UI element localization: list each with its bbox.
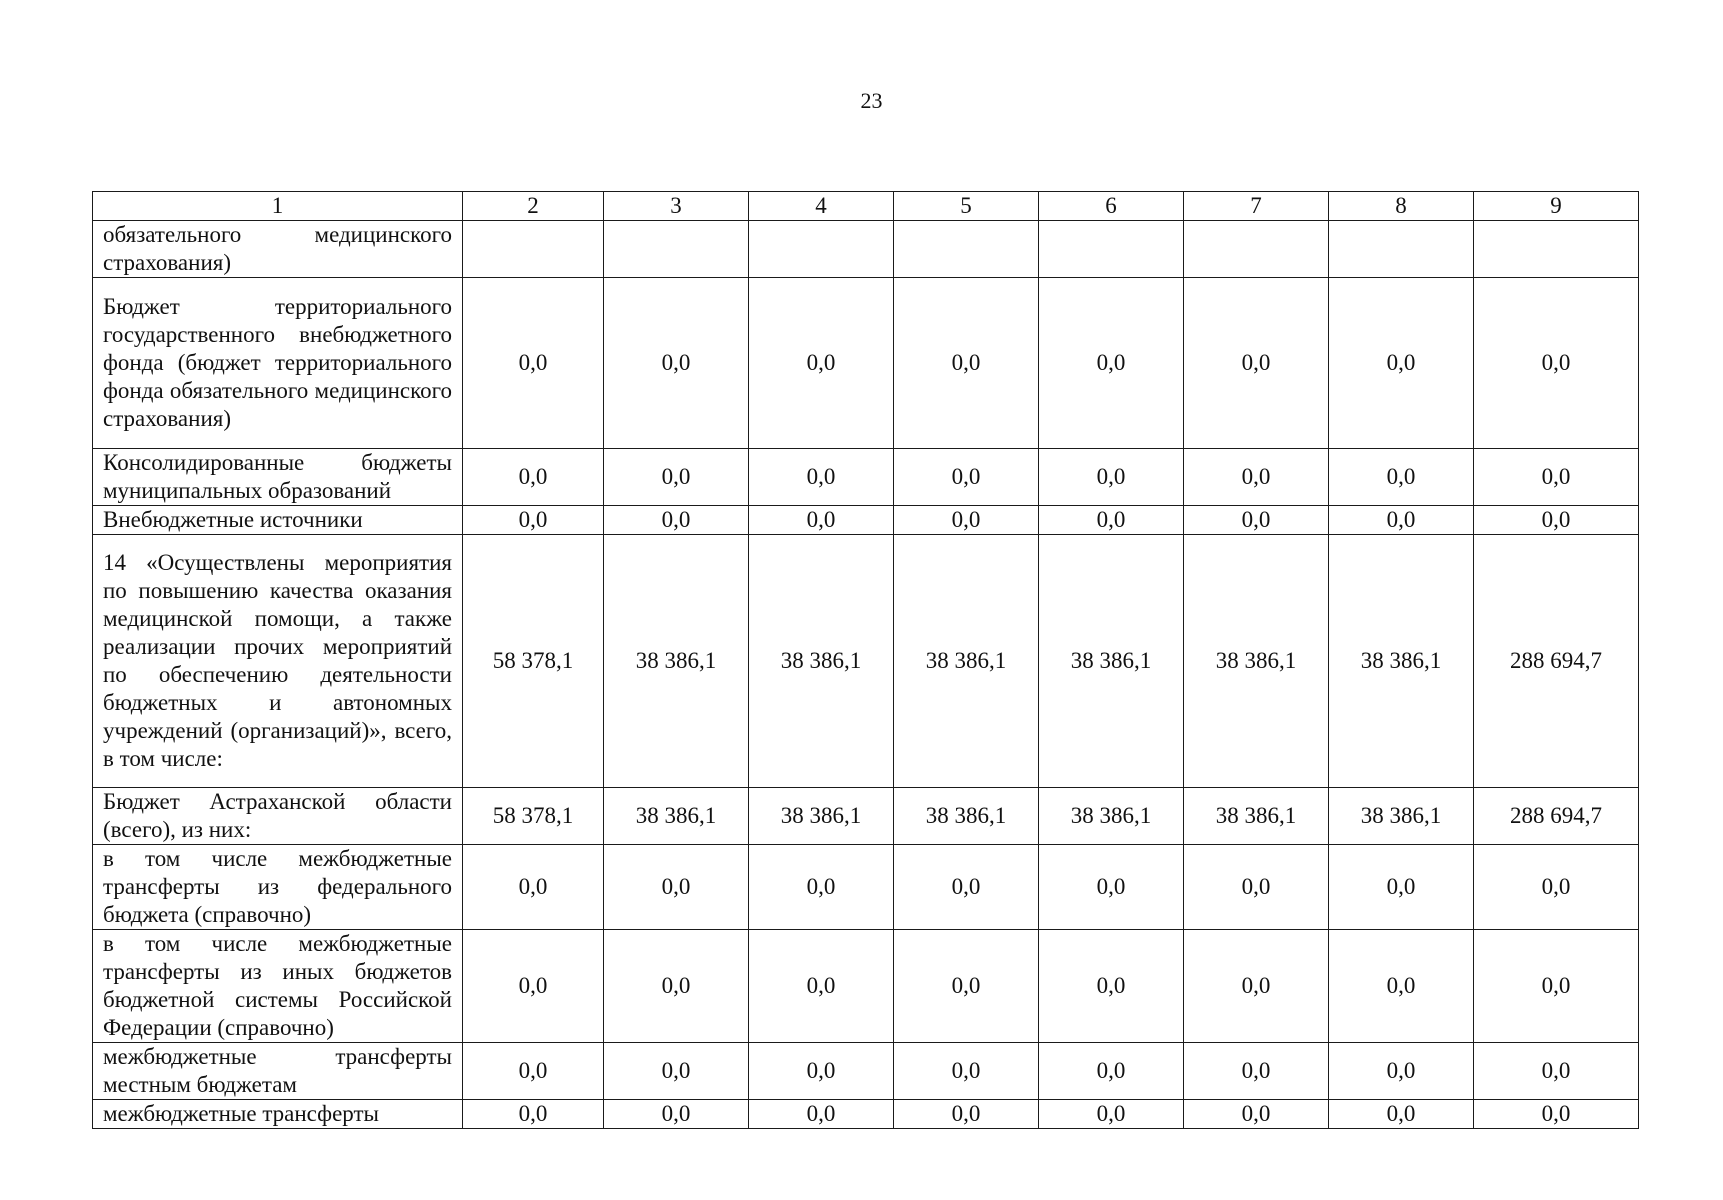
table-cell: 0,0 (1039, 449, 1184, 506)
table-cell: 0,0 (604, 930, 749, 1043)
table-cell (894, 221, 1039, 278)
table-cell: 38 386,1 (894, 535, 1039, 788)
table-row (93, 1100, 1639, 1129)
table-cell: 0,0 (1184, 1043, 1329, 1100)
column-header: 8 (1329, 192, 1474, 221)
column-header: 1 (93, 192, 463, 221)
table-cell: 38 386,1 (749, 788, 894, 845)
table-cell: 0,0 (1184, 1100, 1329, 1129)
table-row (93, 845, 1639, 930)
table-row (93, 930, 1639, 1043)
table-cell: 0,0 (463, 1100, 604, 1129)
table-cell: 0,0 (1329, 930, 1474, 1043)
table-cell: 38 386,1 (894, 788, 1039, 845)
table-cell: 288 694,7 (1474, 535, 1639, 788)
table-cell: 0,0 (749, 1100, 894, 1129)
table-cell: 0,0 (1039, 1043, 1184, 1100)
row-label: межбюджетные трансферты (93, 1100, 463, 1129)
column-header: 3 (604, 192, 749, 221)
table-cell: 0,0 (749, 1043, 894, 1100)
table-cell (604, 221, 749, 278)
table-cell: 38 386,1 (1039, 535, 1184, 788)
table-cell: 0,0 (1329, 506, 1474, 535)
table-cell: 0,0 (1474, 1043, 1639, 1100)
row-label: Консолидированные бюджеты муниципальных образований (93, 449, 463, 506)
table-cell: 0,0 (1039, 506, 1184, 535)
table-cell: 0,0 (604, 1100, 749, 1129)
budget-table (92, 191, 1639, 1129)
table-cell: 0,0 (463, 845, 604, 930)
table-cell: 0,0 (463, 506, 604, 535)
table-cell: 0,0 (1329, 1043, 1474, 1100)
table-cell: 0,0 (1039, 1100, 1184, 1129)
table-cell: 38 386,1 (749, 535, 894, 788)
table-cell: 58 378,1 (463, 788, 604, 845)
table-row (93, 788, 1639, 845)
table-row (93, 535, 1639, 788)
table-cell: 38 386,1 (604, 535, 749, 788)
table-cell: 0,0 (749, 449, 894, 506)
table-cell: 38 386,1 (604, 788, 749, 845)
table-cell: 0,0 (1329, 278, 1474, 449)
table-cell: 0,0 (894, 845, 1039, 930)
table-cell: 0,0 (894, 278, 1039, 449)
table-cell (749, 221, 894, 278)
table-cell: 0,0 (1329, 1100, 1474, 1129)
column-header: 5 (894, 192, 1039, 221)
table-cell (1184, 221, 1329, 278)
table-row (93, 506, 1639, 535)
table-cell: 58 378,1 (463, 535, 604, 788)
table-cell: 38 386,1 (1184, 788, 1329, 845)
table-cell: 0,0 (1474, 506, 1639, 535)
table-cell: 0,0 (1474, 278, 1639, 449)
table-row (93, 278, 1639, 449)
table-cell: 38 386,1 (1329, 788, 1474, 845)
column-header: 7 (1184, 192, 1329, 221)
row-label: Бюджет территориального государственного внебюджетного фонда (бюджет территориального фонда обязательного медицинского страхования) (93, 278, 463, 449)
table-cell (463, 221, 604, 278)
table-cell: 38 386,1 (1039, 788, 1184, 845)
column-header: 2 (463, 192, 604, 221)
row-label: Внебюджетные источники (93, 506, 463, 535)
page-number: 23 (860, 88, 883, 113)
table-cell: 0,0 (1474, 1100, 1639, 1129)
table-cell: 0,0 (604, 845, 749, 930)
column-header: 4 (749, 192, 894, 221)
table-cell: 0,0 (604, 278, 749, 449)
table-cell: 0,0 (749, 506, 894, 535)
table-cell: 0,0 (749, 930, 894, 1043)
table-cell: 38 386,1 (1329, 535, 1474, 788)
table-cell: 0,0 (1474, 449, 1639, 506)
row-label: обязательного медицинского страхования) (93, 221, 463, 278)
table-row (93, 1043, 1639, 1100)
table-row (93, 221, 1639, 278)
table-cell: 0,0 (1329, 449, 1474, 506)
table-cell: 0,0 (1184, 506, 1329, 535)
table-cell: 0,0 (1184, 278, 1329, 449)
table-cell: 0,0 (894, 506, 1039, 535)
table-cell: 0,0 (463, 1043, 604, 1100)
table-cell: 0,0 (1039, 845, 1184, 930)
row-label: 14 «Осуществлены мероприятия по повышению качества оказания медицинской помощи, а также реализации прочих мероприятий по обеспечению деятельности бюджетных и автономных учреждений (организаций)», всего, в том числе: (93, 535, 463, 788)
table-cell: 0,0 (894, 449, 1039, 506)
table-cell: 0,0 (604, 1043, 749, 1100)
table-cell: 0,0 (604, 506, 749, 535)
table-cell: 0,0 (463, 930, 604, 1043)
table-cell (1039, 221, 1184, 278)
table-cell: 0,0 (1184, 930, 1329, 1043)
table-cell: 288 694,7 (1474, 788, 1639, 845)
row-label: в том числе межбюджетные трансферты из иных бюджетов бюджетной системы Российской Федерации (справочно) (93, 930, 463, 1043)
table-cell: 0,0 (894, 1100, 1039, 1129)
table-row (93, 449, 1639, 506)
table-cell: 0,0 (1184, 449, 1329, 506)
row-label: в том числе межбюджетные трансферты из федерального бюджета (справочно) (93, 845, 463, 930)
table-cell: 38 386,1 (1184, 535, 1329, 788)
table-cell: 0,0 (604, 449, 749, 506)
table-cell: 0,0 (1039, 930, 1184, 1043)
table-cell: 0,0 (463, 278, 604, 449)
table-cell (1329, 221, 1474, 278)
table-cell: 0,0 (749, 278, 894, 449)
table-cell: 0,0 (1474, 845, 1639, 930)
table-cell: 0,0 (1474, 930, 1639, 1043)
table-cell: 0,0 (463, 449, 604, 506)
column-header: 9 (1474, 192, 1639, 221)
table-cell: 0,0 (894, 1043, 1039, 1100)
column-header: 6 (1039, 192, 1184, 221)
table-cell: 0,0 (1184, 845, 1329, 930)
row-label: межбюджетные трансферты местным бюджетам (93, 1043, 463, 1100)
table-cell (1474, 221, 1639, 278)
table-cell: 0,0 (1329, 845, 1474, 930)
table-cell: 0,0 (894, 930, 1039, 1043)
header-row (93, 192, 1639, 221)
table-cell: 0,0 (1039, 278, 1184, 449)
row-label: Бюджет Астраханской области (всего), из них: (93, 788, 463, 845)
table-cell: 0,0 (749, 845, 894, 930)
